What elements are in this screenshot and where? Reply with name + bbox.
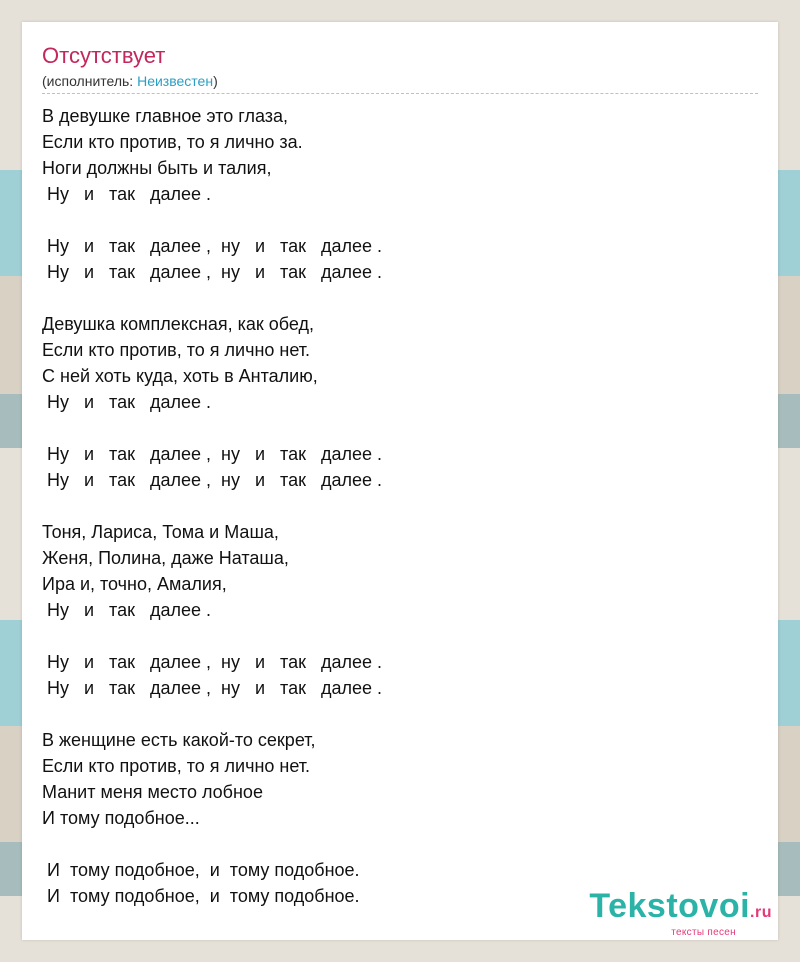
lyric-line [42,831,758,857]
song-title: Отсутствует [42,43,166,68]
lyric-line: Ну и так далее , ну и так далее . [42,678,383,698]
lyric-line [42,285,758,311]
artist-suffix: ) [213,73,218,89]
lyric-line: Если кто против, то я лично за. [42,132,303,152]
logo-text: Tekstovoi [589,887,751,925]
lyrics-body [42,103,758,909]
lyric-line: В женщине есть какой-то секрет, [42,730,316,750]
lyric-line [42,623,758,649]
lyric-line: Манит меня место лобное [42,782,263,802]
site-logo[interactable] [589,888,772,938]
lyric-line: Женя, Полина, даже Наташа, [42,548,289,568]
lyric-line: Ну и так далее , ну и так далее . [42,470,383,490]
lyric-line: И тому подобное, и тому подобное. [42,860,360,880]
lyric-line [42,415,758,441]
lyric-line: Ну и так далее , ну и так далее . [42,652,383,672]
lyric-line: Если кто против, то я лично нет. [42,340,311,360]
lyrics-card [22,22,778,940]
lyric-line [42,493,758,519]
logo-tagline: тексты песен [671,927,736,938]
lyric-line [42,701,758,727]
lyric-line: И тому подобное... [42,808,200,828]
lyric-line: Ну и так далее . [42,392,212,412]
lyric-line: Ну и так далее . [42,600,212,620]
lyric-line: В девушке главное это глаза, [42,106,289,126]
lyric-line: Ну и так далее , ну и так далее . [42,262,383,282]
lyric-line: И тому подобное, и тому подобное. [42,886,360,906]
lyric-line: Ну и так далее . [42,184,212,204]
lyric-line: Ну и так далее , ну и так далее . [42,444,383,464]
lyric-line [42,207,758,233]
logo-domain: .ru [750,904,772,921]
logo-wordmark [589,888,772,931]
lyric-line: Тоня, Лариса, Тома и Маша, [42,522,279,542]
artist-line [42,72,758,94]
lyric-line: Девушка комплексная, как обед, [42,314,314,334]
artist-prefix: (исполнитель: [42,73,138,89]
lyric-line: С ней хоть куда, хоть в Анталию, [42,366,318,386]
lyric-line: Ира и, точно, Амалия, [42,574,227,594]
lyric-line: Ну и так далее , ну и так далее . [42,236,383,256]
artist-link[interactable]: Неизвестен [137,73,214,89]
lyric-line: Ноги должны быть и талия, [42,158,272,178]
lyric-line: Если кто против, то я лично нет. [42,756,311,776]
